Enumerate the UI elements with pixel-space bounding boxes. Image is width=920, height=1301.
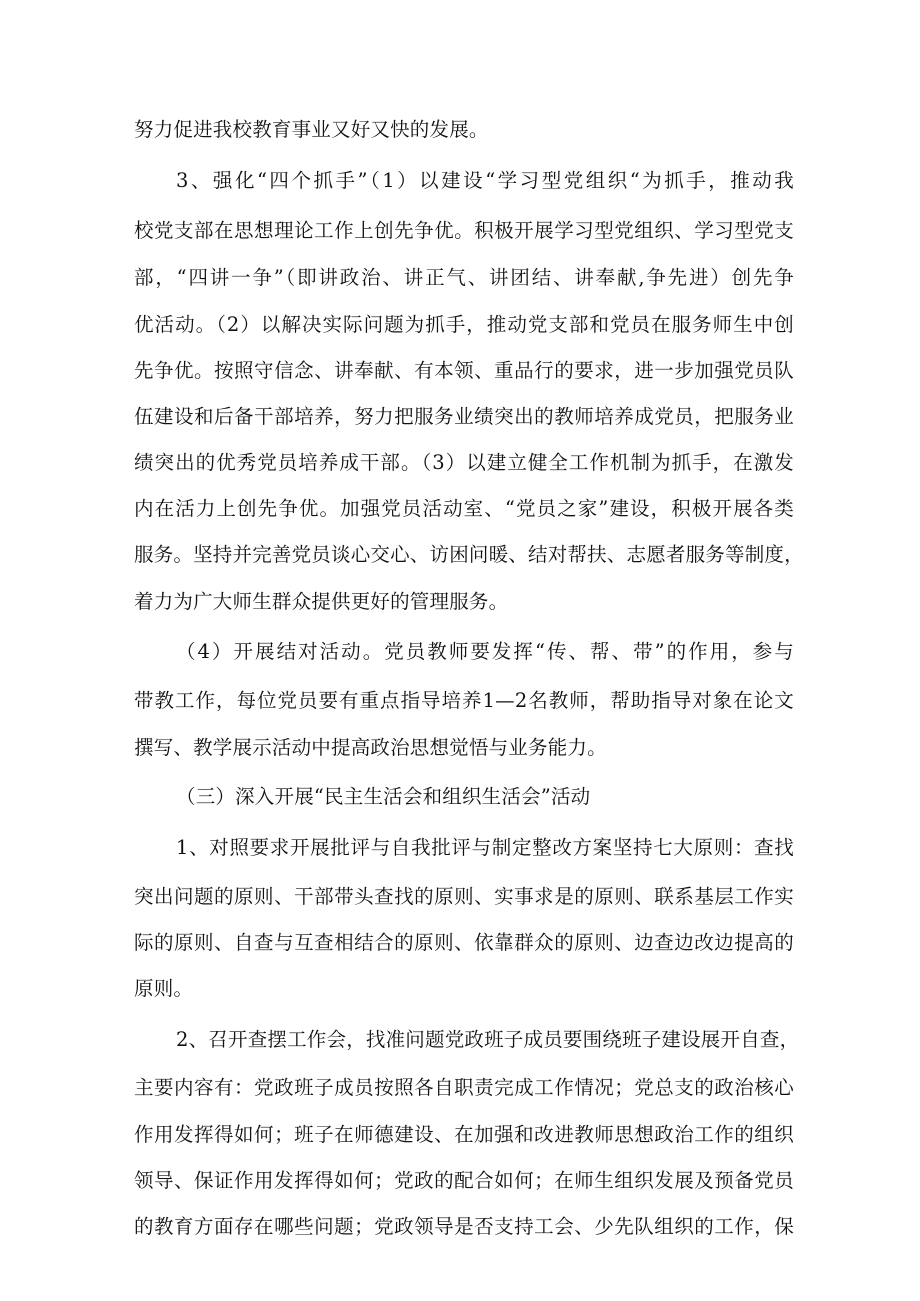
paragraph-line: 部，“四讲一争”（即讲政治、讲正气、讲团结、讲奉献,争先进）创先争 bbox=[134, 266, 794, 289]
paragraph-line: 3、强化“四个抓手”（1）以建设“学习型党组织“为抓手，推动我 bbox=[176, 169, 794, 192]
paragraph-line: 绩突出的优秀党员培养成干部。（3）以建立健全工作机制为抓手，在激发 bbox=[134, 451, 794, 474]
paragraph-line: 伍建设和后备干部培养，努力把服务业绩突出的教师培养成党员，把服务业 bbox=[134, 405, 794, 428]
paragraph-line: 撰写、教学展示活动中提高政治思想觉悟与业务能力。 bbox=[134, 736, 607, 759]
paragraph-line: 着力为广大师生群众提供更好的管理服务。 bbox=[134, 590, 509, 613]
paragraph-line: （4）开展结对活动。党员教师要发挥“传、帮、带”的作用，参与 bbox=[176, 640, 794, 663]
paragraph-line: 努力促进我校教育事业又好又快的发展。 bbox=[134, 118, 489, 141]
paragraph-line: 际的原则、自查与互查相结合的原则、依靠群众的原则、边查边改边提高的 bbox=[134, 931, 794, 954]
paragraph-line: 优活动。（2）以解决实际问题为抓手，推动党支部和党员在服务师生中创 bbox=[134, 313, 794, 336]
section-heading: （三）深入开展“民主生活会和组织生活会”活动 bbox=[176, 785, 591, 808]
paragraph-line: 带教工作，每位党员要有重点指导培养1—2名教师，帮助指导对象在论文 bbox=[134, 689, 794, 712]
paragraph-line: 的教育方面存在哪些问题；党政领导是否支持工会、少先队组织的工作，保 bbox=[134, 1215, 794, 1238]
paragraph-line: 2、召开查摆工作会，找准问题党政班子成员要围绕班子建设展开自查， bbox=[176, 1028, 800, 1051]
paragraph-line: 先争优。按照守信念、讲奉献、有本领、重品行的要求，进一步加强党员队 bbox=[134, 359, 794, 382]
paragraph-line: 校党支部在思想理论工作上创先争优。积极开展学习型党组织、学习型党支 bbox=[134, 219, 794, 242]
paragraph-line: 作用发挥得如何；班子在师德建设、在加强和改进教师思想政治工作的组织 bbox=[134, 1123, 794, 1146]
paragraph-line: 突出问题的原则、干部带头查找的原则、实事求是的原则、联系基层工作实 bbox=[134, 885, 794, 908]
paragraph-line: 1、对照要求开展批评与自我批评与制定整改方案坚持七大原则：查找 bbox=[176, 836, 794, 859]
paragraph-line: 内在活力上创先争优。加强党员活动室、“党员之家”建设，积极开展各类 bbox=[134, 497, 794, 520]
paragraph-line: 服务。坚持并完善党员谈心交心、访困问暖、结对帮扶、志愿者服务等制度， bbox=[134, 543, 804, 566]
paragraph-line: 主要内容有：党政班子成员按照各自职责完成工作情况；党总支的政治核心 bbox=[134, 1076, 794, 1099]
paragraph-line: 领导、保证作用发挥得如何；党政的配合如何；在师生组织发展及预备党员 bbox=[134, 1169, 794, 1192]
paragraph-line: 原则。 bbox=[134, 977, 194, 1000]
